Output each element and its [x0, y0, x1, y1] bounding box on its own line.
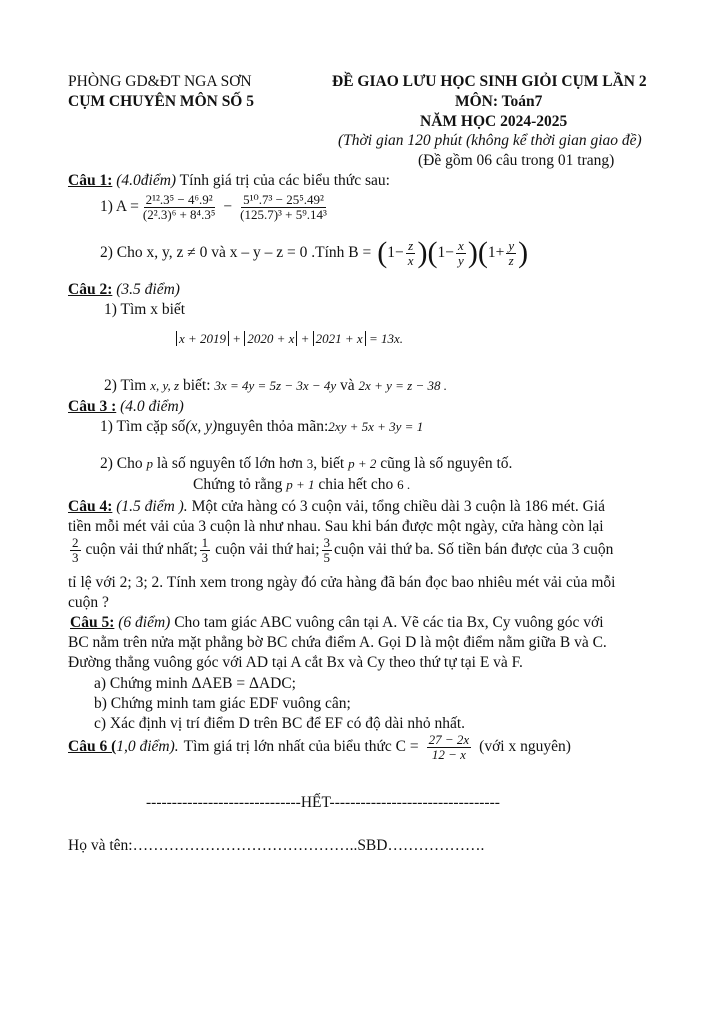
question-3-heading [68, 398, 184, 416]
q5-part-c: c) Xác định vị trí điểm D trên BC để EF có độ dài nhỏ nhất. [94, 715, 466, 732]
header-left-line2: CỤM CHUYÊN MÔN SỐ 5 [68, 93, 254, 110]
b-term1-den: x [407, 252, 414, 268]
frac-c-num: 3 [323, 535, 331, 550]
q5-line1: Cho tam giác ABC vuông cân tại A. Vẽ các tia Bx, Cy vuông góc với [174, 614, 604, 631]
abs-term-3: 2021 + x [313, 331, 366, 346]
q5-part-a: a) Chứng minh ΔAEB = ΔADC; [94, 675, 296, 692]
q3-p3-6: 6 . [397, 477, 411, 492]
q4-l3-b: cuộn vải thứ hai; [215, 541, 320, 559]
minus-sign: − [223, 198, 233, 216]
q3-p2-a: 2) Cho [100, 455, 143, 472]
header-right-line3: NĂM HỌC 2024-2025 [420, 113, 568, 130]
q3-points: (4.0 điểm) [120, 398, 184, 415]
q5-part-b: b) Chứng minh tam giác EDF vuông cân; [94, 695, 351, 712]
q1-part1 [100, 193, 331, 221]
q5-label: Câu 5: [70, 614, 115, 631]
frac-b-num: 1 [201, 535, 209, 550]
q6-label: Câu 6 ( [68, 738, 117, 756]
b-term2-a: 1− [437, 244, 455, 261]
q2-p2-eq1: 3x = 4y = 5z − 3x − 4y [214, 378, 337, 393]
b-term3-a: 1+ [487, 244, 505, 261]
q3-p3-b: chia hết cho [318, 476, 394, 493]
plus-1: + [232, 331, 242, 346]
q4-line2: tiền mỗi mét vải của 3 cuộn là như nhau. Sau khi bán được một ngày, cửa hàng còn lại [68, 518, 604, 535]
q3-p2-c: , biết [313, 455, 345, 472]
q4-l3-c: cuộn vải thứ ba. Số tiền bán được của 3 cuộn [334, 541, 614, 559]
b-term3-num: y [508, 237, 515, 253]
b-term1-a: 1− [387, 244, 404, 261]
q3-p2-p2: p + 2 [348, 456, 377, 471]
q6-text: Tìm giá trị lớn nhất của biểu thức C = [183, 738, 419, 756]
b-term3-den: z [508, 252, 514, 268]
q3-p2-b: là số nguyên tố lớn hơn [156, 455, 303, 472]
fraction-2-den: (125.7)³ + 5⁹.14³ [240, 206, 327, 222]
q1-part2: 2) Cho x, y, z ≠ 0 và x – y – z = 0 .Tính B = ( 1− $\frac{z}{x}$ ) ( 1− $\frac{x}{y}$ ) ( 1+ $\frac{y}{z}$ ) [100, 236, 529, 269]
frac-a-num: 2 [72, 535, 79, 550]
q5-line2: BC nằm trên nửa mặt phẳng bờ BC chứa điểm A. Gọi D là một điểm nằm giữa B và C. [68, 634, 607, 651]
header-right-line2: MÔN: Toán7 [455, 93, 543, 110]
q4-line1: Một cửa hàng có 3 cuộn vải, tổng chiều dài 3 cuộn là 186 mét. Giá [191, 498, 606, 515]
question-6 [68, 733, 571, 761]
end-marker: ------------------------------HẾT--------------------------------- [146, 794, 500, 811]
q3-part1 [100, 418, 423, 436]
q3-p3-expr: p + 1 [286, 477, 315, 492]
fraction-1-num: 2¹².3⁵ − 4⁶.9² [145, 192, 213, 207]
q2-p2-prefix: 2) Tìm [104, 377, 147, 394]
q4-line5: cuộn ? [68, 594, 109, 611]
q3-p2-d: cũng là số nguyên tố. [380, 455, 513, 472]
q3-p2-3: 3 [306, 456, 314, 471]
q3-p2-p: p [146, 456, 153, 471]
abs-rhs: = 13x. [368, 331, 403, 346]
q3-part2 [100, 455, 512, 473]
q1-label: Câu 1: [68, 172, 113, 189]
q2-p2-and: và [340, 377, 355, 394]
pages-note: (Đề gồm 06 câu trong 01 trang) [418, 152, 615, 169]
frac-a-den: 3 [72, 549, 79, 565]
q2-abs-equation [176, 331, 403, 347]
header-left-line1: PHÒNG GD&ĐT NGA SƠN [68, 73, 252, 90]
abs-term-2: 2020 + x [244, 331, 297, 346]
q2-part2 [104, 377, 447, 395]
b-term1-num: z [408, 237, 414, 253]
q4-line3 [68, 536, 613, 564]
q2-part1: 1) Tìm x biết [104, 301, 186, 318]
header-right-line1: ĐỀ GIAO LƯU HỌC SINH GIỎI CỤM LẦN 2 [332, 73, 647, 90]
q5-line3: Đường thẳng vuông góc với AD tại A cắt Bx và Cy theo thứ tự tại E và F. [68, 654, 523, 671]
q2-p2-eq2: 2x + y = z − 38 . [358, 378, 447, 393]
q3-p3-a: Chứng tỏ rằng [193, 476, 283, 493]
q3-p1-pair: (x, y) [185, 418, 218, 435]
q5-points: (6 điểm) [118, 614, 171, 631]
question-1-heading [68, 172, 390, 190]
q6-tail: (với x nguyên) [479, 738, 571, 756]
q3-p1-b: nguyên thỏa mãn: [217, 418, 329, 435]
abs-term-1: x + 2019 [176, 331, 229, 346]
b-term2-num: x [458, 237, 464, 253]
q6-den: 12 − x [431, 746, 466, 762]
q1-points: (4.0điểm) [116, 172, 177, 189]
question-2-heading [68, 281, 180, 299]
q3-p1-eq: 2xy + 5x + 3y = 1 [328, 419, 424, 434]
fraction-1 [141, 193, 217, 221]
fraction-1-den: (2².3)⁶ + 8⁴.3⁵ [142, 206, 216, 222]
q2-label: Câu 2: [68, 281, 113, 298]
b-term2-den: y [458, 252, 464, 268]
frac-c-den: 5 [323, 549, 331, 565]
q2-p2-vars: x, y, z [150, 378, 180, 393]
fraction-2-num: 5¹⁰.7³ − 25⁵.49² [243, 192, 324, 207]
q4-line4: tỉ lệ với 2; 3; 2. Tính xem trong ngày đó cửa hàng đã bán đọc bao nhiêu mét vải của mỗi [68, 574, 616, 591]
q4-l3-a: cuộn vải thứ nhất; [85, 541, 198, 559]
q3-p1-a: 1) Tìm cặp số [100, 418, 186, 435]
q6-points: 1,0 điểm). [116, 738, 179, 756]
plus-2: + [300, 331, 310, 346]
name-line: Họ và tên:……………………………………..SBD………………. [68, 837, 485, 854]
q4-points: (1.5 điểm ). [116, 498, 188, 515]
q1-p1-prefix: 1) A = [100, 198, 139, 216]
q6-num: 27 − 2x [428, 732, 470, 747]
q2-p2-mid: biết: [182, 377, 211, 394]
q1-text: Tính giá trị của các biểu thức sau: [179, 172, 390, 189]
fraction-2 [238, 193, 329, 221]
time-note: (Thời gian 120 phút (không kể thời gian giao đề) [338, 132, 642, 149]
q3-label: Câu 3 : [68, 398, 117, 415]
question-4-line1 [68, 498, 605, 516]
q4-label: Câu 4: [68, 498, 113, 515]
frac-b-den: 3 [201, 549, 209, 565]
q2-points: (3.5 điểm) [116, 281, 180, 298]
question-5-line1 [70, 614, 604, 632]
q3-part2-cont [193, 476, 410, 494]
q1-p2-text: 2) Cho x, y, z ≠ 0 và x – y – z = 0 .Tính B = [100, 244, 372, 261]
